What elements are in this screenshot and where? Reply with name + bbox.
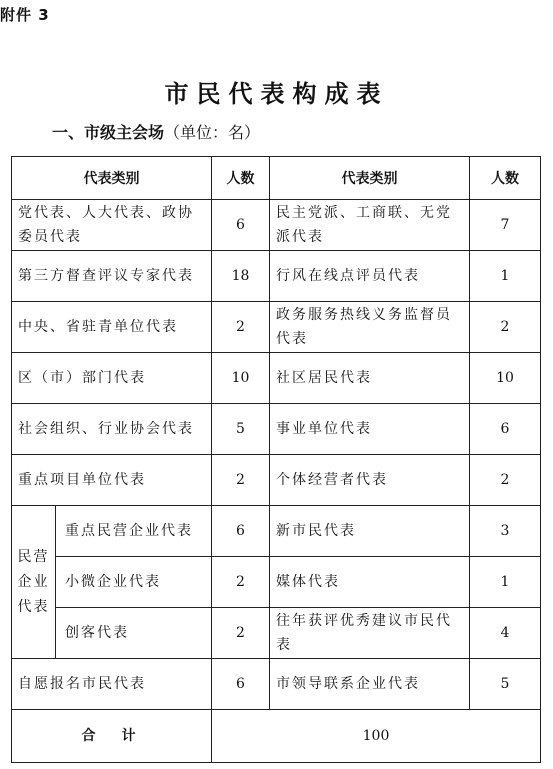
total-row [12,710,541,763]
count-cell: 10 [470,353,541,404]
category-cell: 政务服务热线义务监督员代表 [270,302,470,353]
page-title: 市民代表构成表 [164,79,389,108]
count-cell: 10 [212,353,270,404]
count-cell: 6 [212,506,270,557]
table-row [12,608,541,659]
count-cell: 2 [212,557,270,608]
category-cell: 第三方督查评议专家代表 [12,251,212,302]
unit-note: （单位：名） [164,123,261,142]
representatives-table [11,156,541,763]
category-cell: 创客代表 [56,608,212,659]
table-header-row [12,157,541,200]
table-row [12,200,541,251]
category-cell: 新市民代表 [270,506,470,557]
table-row [12,455,541,506]
category-cell: 党代表、人大代表、政协委员代表 [12,200,212,251]
column-header: 人数 [470,157,541,200]
category-cell: 事业单位代表 [270,404,470,455]
count-cell: 18 [212,251,270,302]
count-cell: 6 [212,200,270,251]
total-label: 合 计 [12,710,212,763]
count-cell: 2 [470,302,541,353]
count-cell: 2 [470,455,541,506]
count-cell: 5 [212,404,270,455]
table-row [12,404,541,455]
count-cell: 2 [212,455,270,506]
column-header: 代表类别 [270,157,470,200]
table-row [12,353,541,404]
count-cell: 2 [212,608,270,659]
count-cell: 2 [212,302,270,353]
category-cell: 重点民营企业代表 [56,506,212,557]
group-label: 民营企业代表 [17,548,50,615]
table-row [12,302,541,353]
category-cell: 中央、省驻青单位代表 [12,302,212,353]
category-cell: 市领导联系企业代表 [270,659,470,710]
count-cell: 3 [470,506,541,557]
category-cell: 社会组织、行业协会代表 [12,404,212,455]
category-cell: 区（市）部门代表 [12,353,212,404]
section-title: 一、市级主会场 [52,123,165,142]
column-header: 代表类别 [12,157,212,200]
category-cell: 行风在线点评员代表 [270,251,470,302]
count-cell: 7 [470,200,541,251]
table-row [12,251,541,302]
attachment-label: 附件 3 [0,6,50,24]
table-row [12,506,541,557]
count-cell: 1 [470,251,541,302]
group-label-cell [12,506,56,659]
category-cell: 自愿报名市民代表 [12,659,212,710]
category-cell: 社区居民代表 [270,353,470,404]
category-cell: 媒体代表 [270,557,470,608]
count-cell: 6 [470,404,541,455]
count-cell: 6 [212,659,270,710]
table-row [12,557,541,608]
table-row [12,659,541,710]
column-header: 人数 [212,157,270,200]
category-cell: 重点项目单位代表 [12,455,212,506]
section-heading [52,120,260,143]
count-cell: 4 [470,608,541,659]
category-cell: 小微企业代表 [56,557,212,608]
total-value: 100 [212,710,541,763]
category-cell: 民主党派、工商联、无党派代表 [270,200,470,251]
count-cell: 1 [470,557,541,608]
count-cell: 5 [470,659,541,710]
category-cell: 往年获评优秀建议市民代表 [270,608,470,659]
category-cell: 个体经营者代表 [270,455,470,506]
